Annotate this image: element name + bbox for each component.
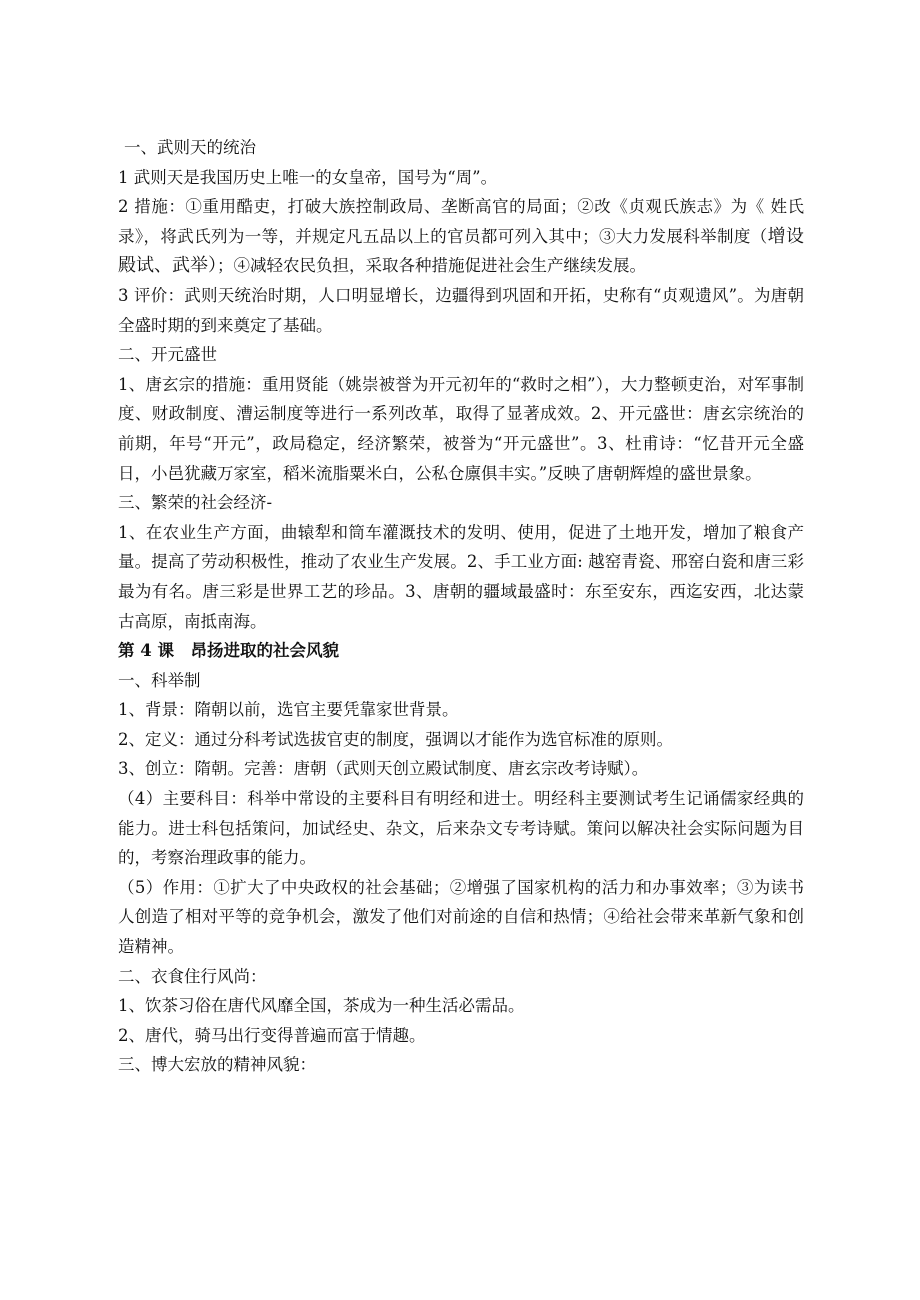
document-page: [118, 133, 804, 1080]
paragraph: [118, 192, 804, 281]
section-heading: 三、繁荣的社会经济-: [118, 493, 273, 513]
paragraph: 2、唐代，骑马出行变得普遍而富于情趣。: [118, 1025, 426, 1045]
paragraph: 1、饮茶习俗在唐代风靡全国，茶成为一种生活必需品。: [118, 996, 525, 1016]
emphasized-text: 增设殿试、武举）: [118, 225, 805, 277]
paragraph: 1 武则天是我国历史上唯一的女皇帝，国号为“周”。: [118, 167, 498, 187]
paragraph: （4）主要科目：科举中常设的主要科目有明经和进士。明经科主要测试考生记诵儒家经典的能力。进士科包括策问，加试经史、杂文，后来杂文专考诗赋。策问以解决社会实际问题为目的，考察治理政事的能力。: [118, 789, 804, 868]
paragraph: 3 评价：武则天统治时期，人口明显增长，边疆得到巩固和开拓，史称有“贞观遗风”。为唐朝全盛时期的到来奠定了基础。: [118, 285, 804, 335]
section-heading: 一、科举制: [118, 670, 201, 690]
lesson-heading: 第 4 课 昂扬进取的社会风貌: [118, 641, 339, 661]
paragraph: 3、创立：隋朝。完善：唐朝（武则天创立殿试制度、唐玄宗改考诗赋）。: [118, 759, 649, 779]
paragraph: 1、唐玄宗的措施：重用贤能（姚崇被誉为开元初年的“救时之相”），大力整顿吏治，对军事制度、财政制度、漕运制度等进行一系列改革，取得了显著成效。2、开元盛世：唐玄宗统治的前期，年号“开元”，政局稳定，经济繁荣，被誉为“开元盛世”。3、杜甫诗：“忆昔开元全盛日，小邑犹藏万家室，稻米流脂粟米白，公私仓廪俱丰实。”反映了唐朝辉煌的盛世景象。: [118, 374, 804, 483]
paragraph: 1、在农业生产方面，曲辕犁和筒车灌溉技术的发明、使用，促进了土地开发，增加了粮食产量。提高了劳动积极性，推动了农业生产发展。2、手工业方面: 越窑青瓷、邢窑白瓷和唐三彩最为有名。唐三彩是世界工艺的珍品。3、唐朝的疆域最盛时：东至安东，西迄安西，北达蒙古高原，南抵南海。: [118, 522, 804, 631]
paragraph-text: 2 措施：①重用酷吏，打破大族控制政局、垄断高官的局面；②改《贞观氏族志》为《 姓氏录》，将武氏列为一等，并规定凡五品以上的官员都可列入其中；③大力发展科举制度（: [118, 197, 804, 246]
section-heading: 一、武则天的统治: [124, 138, 256, 157]
paragraph: （5）作用：①扩大了中央政权的社会基础；②增强了国家机构的活力和办事效率；③为读书人创造了相对平等的竞争机会，激发了他们对前途的自信和热情；④给社会带来革新气象和创造精神。: [118, 877, 804, 957]
section-heading: 三、博大宏放的精神风貌：: [118, 1055, 316, 1075]
section-heading: 二、衣食住行风尚：: [118, 966, 267, 986]
paragraph: 1、背景：隋朝以前，选官主要凭靠家世背景。: [118, 700, 459, 720]
paragraph: 2、定义：通过分科考试选拔官吏的制度，强调以才能作为选官标准的原则。: [118, 729, 673, 749]
paragraph-text: ；④减轻农民负担，采取各种措施促进社会生产继续发展。: [217, 256, 646, 276]
section-heading: 二、开元盛世: [118, 345, 217, 365]
